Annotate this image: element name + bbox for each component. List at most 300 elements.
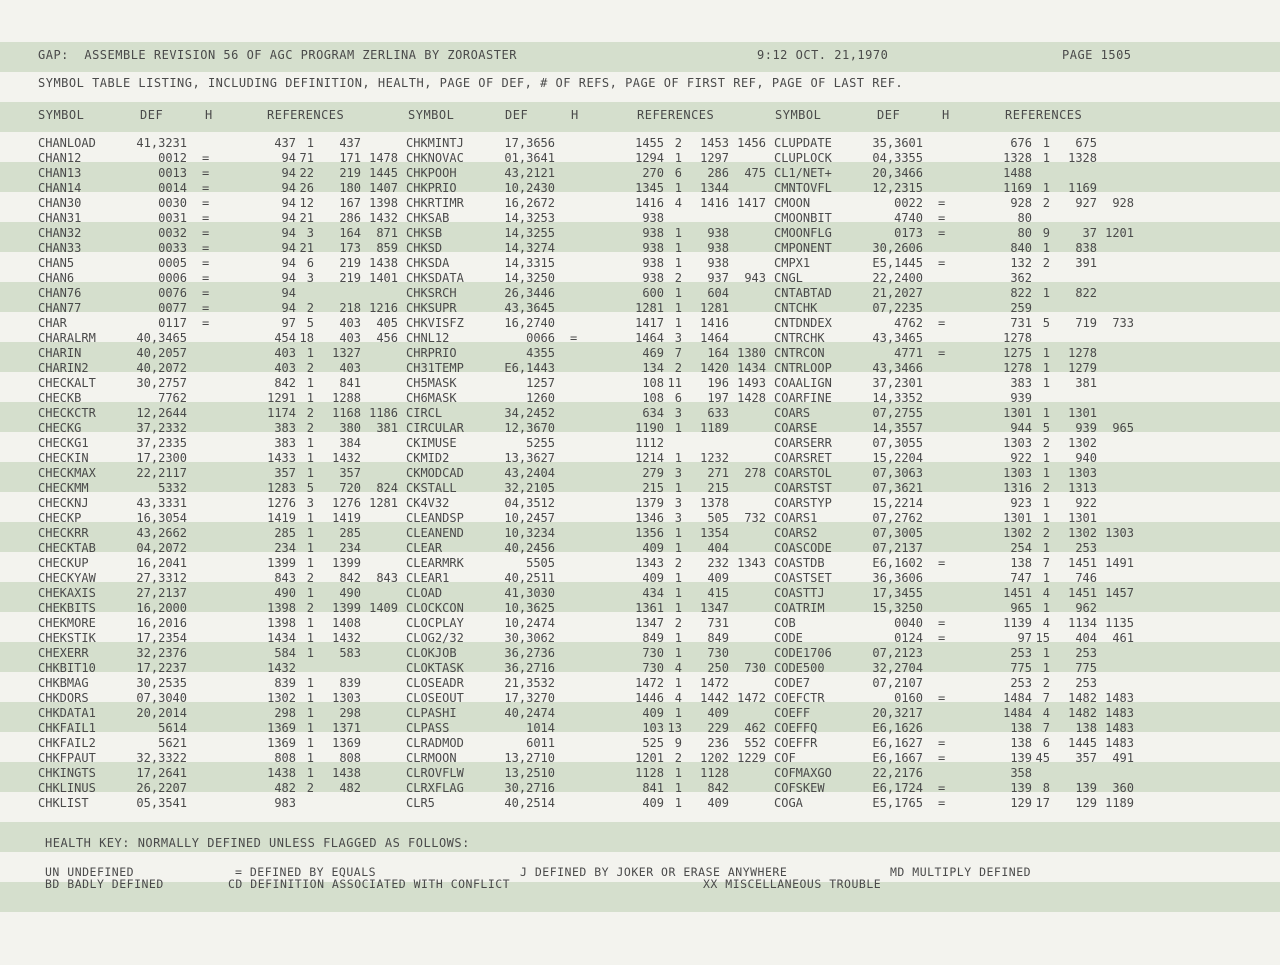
ref-count-cell: 6 bbox=[674, 391, 682, 405]
def-cell: 5255 bbox=[526, 436, 555, 450]
col-header-def: DEF bbox=[140, 108, 164, 122]
ref-count-cell: 1 bbox=[306, 646, 314, 660]
first-ref-cell: 253 bbox=[1075, 676, 1097, 690]
def-page-cell: 1112 bbox=[635, 436, 664, 450]
ref-count-cell: 1 bbox=[674, 241, 682, 255]
symbol-cell: CHECKIN bbox=[38, 451, 89, 465]
def-cell: 1014 bbox=[526, 721, 555, 735]
def-cell: 37,2301 bbox=[872, 376, 923, 390]
symbol-cell: CMOONFLG bbox=[774, 226, 832, 240]
def-cell: 41,3030 bbox=[504, 586, 555, 600]
def-cell: 05,3541 bbox=[136, 796, 187, 810]
ref-count-cell: 2 bbox=[1042, 256, 1050, 270]
table-row bbox=[406, 631, 776, 646]
def-page-cell: 1343 bbox=[635, 556, 664, 570]
table-row bbox=[406, 316, 776, 331]
symbol-cell: CLOAD bbox=[406, 586, 443, 600]
first-ref-cell: 1303 bbox=[1068, 466, 1097, 480]
table-row bbox=[38, 151, 408, 166]
def-cell: 04,3355 bbox=[872, 151, 923, 165]
last-ref-cell: 1417 bbox=[737, 196, 766, 210]
def-page-cell: 259 bbox=[1010, 301, 1032, 315]
table-row bbox=[406, 361, 776, 376]
symbol-cell: CLEANEND bbox=[406, 526, 464, 540]
table-row bbox=[38, 466, 408, 481]
def-cell: 5332 bbox=[158, 481, 187, 495]
ref-count-cell: 21 bbox=[299, 241, 314, 255]
table-row bbox=[406, 691, 776, 706]
def-page-cell: 1433 bbox=[267, 451, 296, 465]
table-row bbox=[38, 301, 408, 316]
table-row bbox=[774, 316, 1144, 331]
symbol-cell: CK4V32 bbox=[406, 496, 450, 510]
ref-count-cell: 1 bbox=[674, 676, 682, 690]
first-ref-cell: 253 bbox=[1075, 646, 1097, 660]
def-cell: 4740 bbox=[894, 211, 923, 225]
table-row bbox=[38, 196, 408, 211]
ref-count-cell: 4 bbox=[1042, 586, 1050, 600]
symbol-cell: CHAN14 bbox=[38, 181, 82, 195]
symbol-cell: CLOG2/32 bbox=[406, 631, 464, 645]
col-header-references: REFERENCES bbox=[1005, 108, 1083, 122]
listing-title: GAP: ASSEMBLE REVISION 56 OF AGC PROGRAM ZERLINA BY ZOROASTER bbox=[38, 48, 517, 62]
last-ref-cell: 462 bbox=[744, 721, 766, 735]
def-page-cell: 1276 bbox=[267, 496, 296, 510]
first-ref-cell: 1408 bbox=[332, 616, 361, 630]
def-cell: 10,2457 bbox=[504, 511, 555, 525]
ref-count-cell: 2 bbox=[674, 136, 682, 150]
def-cell: 43,2404 bbox=[504, 466, 555, 480]
def-cell: 07,3040 bbox=[136, 691, 187, 705]
def-page-cell: 94 bbox=[281, 301, 296, 315]
def-page-cell: 731 bbox=[1010, 316, 1032, 330]
table-row bbox=[406, 196, 776, 211]
symbol-cell: CLROVFLW bbox=[406, 766, 464, 780]
ref-count-cell: 1 bbox=[674, 766, 682, 780]
table-row bbox=[406, 766, 776, 781]
symbol-cell: CMPX1 bbox=[774, 256, 811, 270]
first-ref-cell: 1369 bbox=[332, 736, 361, 750]
symbol-cell: COARSTOL bbox=[774, 466, 832, 480]
first-ref-cell: 218 bbox=[339, 301, 361, 315]
last-ref-cell: 1409 bbox=[369, 601, 398, 615]
table-row bbox=[406, 586, 776, 601]
first-ref-cell: 746 bbox=[1075, 571, 1097, 585]
def-page-cell: 403 bbox=[274, 361, 296, 375]
symbol-cell: CHECKRR bbox=[38, 526, 89, 540]
last-ref-cell: 928 bbox=[1112, 196, 1134, 210]
def-page-cell: 1379 bbox=[635, 496, 664, 510]
first-ref-cell: 1464 bbox=[700, 331, 729, 345]
symbol-cell: CNTABTAD bbox=[774, 286, 832, 300]
table-row bbox=[774, 391, 1144, 406]
ref-count-cell: 1 bbox=[674, 631, 682, 645]
def-page-cell: 357 bbox=[274, 466, 296, 480]
first-ref-cell: 380 bbox=[339, 421, 361, 435]
def-cell: E6,1724 bbox=[872, 781, 923, 795]
table-row bbox=[406, 241, 776, 256]
table-row bbox=[406, 511, 776, 526]
first-ref-cell: 415 bbox=[707, 586, 729, 600]
symbol-cell: CLOSEADR bbox=[406, 676, 464, 690]
first-ref-cell: 938 bbox=[707, 256, 729, 270]
symbol-cell: COFMAXGO bbox=[774, 766, 832, 780]
first-ref-cell: 1420 bbox=[700, 361, 729, 375]
table-row bbox=[38, 181, 408, 196]
col-header-def: DEF bbox=[877, 108, 901, 122]
table-row bbox=[774, 556, 1144, 571]
symbol-cell: COF bbox=[774, 751, 796, 765]
def-page-cell: 138 bbox=[1010, 556, 1032, 570]
first-ref-cell: 1371 bbox=[332, 721, 361, 735]
symbol-cell: CHNL12 bbox=[406, 331, 450, 345]
ref-count-cell: 1 bbox=[674, 586, 682, 600]
def-cell: 37,2332 bbox=[136, 421, 187, 435]
def-page-cell: 1275 bbox=[1003, 346, 1032, 360]
symbol-cell: CHEKBITS bbox=[38, 601, 96, 615]
symbol-cell: CHKINGTS bbox=[38, 766, 96, 780]
def-cell: 13,2510 bbox=[504, 766, 555, 780]
ref-count-cell: 1 bbox=[674, 301, 682, 315]
table-row bbox=[406, 571, 776, 586]
ref-count-cell: 1 bbox=[674, 481, 682, 495]
ref-count-cell: 1 bbox=[1042, 646, 1050, 660]
health-key-undefined: UN UNDEFINED bbox=[45, 865, 135, 879]
def-cell: 07,2107 bbox=[872, 676, 923, 690]
def-page-cell: 1398 bbox=[267, 616, 296, 630]
def-cell: 6011 bbox=[526, 736, 555, 750]
ref-count-cell: 7 bbox=[1042, 556, 1050, 570]
table-row bbox=[38, 661, 408, 676]
def-page-cell: 1434 bbox=[267, 631, 296, 645]
health-cell: = bbox=[202, 316, 210, 330]
ref-count-cell: 5 bbox=[1042, 421, 1050, 435]
symbol-cell: CLRADMOD bbox=[406, 736, 464, 750]
first-ref-cell: 633 bbox=[707, 406, 729, 420]
def-cell: 16,2000 bbox=[136, 601, 187, 615]
def-cell: 27,3312 bbox=[136, 571, 187, 585]
table-row bbox=[38, 721, 408, 736]
def-cell: 36,3606 bbox=[872, 571, 923, 585]
first-ref-cell: 938 bbox=[707, 226, 729, 240]
ref-count-cell: 5 bbox=[306, 481, 314, 495]
def-page-cell: 1417 bbox=[635, 316, 664, 330]
health-cell: = bbox=[570, 331, 578, 345]
col-header-symbol: SYMBOL bbox=[775, 108, 822, 122]
def-cell: 40,3465 bbox=[136, 331, 187, 345]
health-cell: = bbox=[938, 256, 946, 270]
first-ref-cell: 1482 bbox=[1068, 691, 1097, 705]
first-ref-cell: 384 bbox=[339, 436, 361, 450]
ref-count-cell: 18 bbox=[299, 331, 314, 345]
last-ref-cell: 278 bbox=[744, 466, 766, 480]
def-cell: 13,3627 bbox=[504, 451, 555, 465]
ref-count-cell: 1 bbox=[674, 706, 682, 720]
def-page-cell: 1488 bbox=[1003, 166, 1032, 180]
def-cell: 07,2235 bbox=[872, 301, 923, 315]
def-page-cell: 138 bbox=[1010, 736, 1032, 750]
symbol-cell: COARFINE bbox=[774, 391, 832, 405]
def-page-cell: 1281 bbox=[635, 301, 664, 315]
last-ref-cell: 1216 bbox=[369, 301, 398, 315]
health-cell: = bbox=[202, 271, 210, 285]
table-row bbox=[38, 421, 408, 436]
def-cell: 43,2121 bbox=[504, 166, 555, 180]
ref-count-cell: 4 bbox=[674, 691, 682, 705]
table-row bbox=[774, 166, 1144, 181]
def-cell: 17,2641 bbox=[136, 766, 187, 780]
symbol-cell: CH5MASK bbox=[406, 376, 457, 390]
def-page-cell: 843 bbox=[274, 571, 296, 585]
last-ref-cell: 405 bbox=[376, 316, 398, 330]
first-ref-cell: 940 bbox=[1075, 451, 1097, 465]
table-row bbox=[774, 571, 1144, 586]
symbol-cell: COB bbox=[774, 616, 796, 630]
first-ref-cell: 409 bbox=[707, 706, 729, 720]
first-ref-cell: 129 bbox=[1075, 796, 1097, 810]
table-row bbox=[774, 646, 1144, 661]
first-ref-cell: 1451 bbox=[1068, 556, 1097, 570]
symbol-cell: CHECKMAX bbox=[38, 466, 96, 480]
table-row bbox=[38, 556, 408, 571]
table-row bbox=[38, 286, 408, 301]
first-ref-cell: 1445 bbox=[1068, 736, 1097, 750]
first-ref-cell: 927 bbox=[1075, 196, 1097, 210]
first-ref-cell: 808 bbox=[339, 751, 361, 765]
def-cell: 30,2757 bbox=[136, 376, 187, 390]
def-page-cell: 129 bbox=[1010, 796, 1032, 810]
symbol-cell: COEFCTR bbox=[774, 691, 825, 705]
ref-count-cell: 1 bbox=[674, 451, 682, 465]
first-ref-cell: 1232 bbox=[700, 451, 729, 465]
table-row bbox=[406, 151, 776, 166]
symbol-cell: CHECKG bbox=[38, 421, 82, 435]
def-page-cell: 403 bbox=[274, 346, 296, 360]
ref-count-cell: 5 bbox=[1042, 316, 1050, 330]
first-ref-cell: 357 bbox=[1075, 751, 1097, 765]
symbol-cell: CHAN76 bbox=[38, 286, 82, 300]
def-page-cell: 138 bbox=[1010, 721, 1032, 735]
first-ref-cell: 219 bbox=[339, 271, 361, 285]
table-row bbox=[774, 496, 1144, 511]
symbol-cell: CKIMUSE bbox=[406, 436, 457, 450]
ref-count-cell: 2 bbox=[1042, 196, 1050, 210]
last-ref-cell: 1407 bbox=[369, 181, 398, 195]
def-cell: 30,3062 bbox=[504, 631, 555, 645]
def-page-cell: 234 bbox=[274, 541, 296, 555]
first-ref-cell: 842 bbox=[707, 781, 729, 795]
first-ref-cell: 236 bbox=[707, 736, 729, 750]
page-number: PAGE 1505 bbox=[1062, 48, 1132, 62]
def-page-cell: 94 bbox=[281, 196, 296, 210]
health-cell: = bbox=[202, 196, 210, 210]
ref-count-cell: 1 bbox=[306, 136, 314, 150]
table-row bbox=[38, 316, 408, 331]
first-ref-cell: 1281 bbox=[700, 301, 729, 315]
ref-count-cell: 12 bbox=[299, 196, 314, 210]
table-row bbox=[406, 406, 776, 421]
table-row bbox=[38, 616, 408, 631]
first-ref-cell: 1202 bbox=[700, 751, 729, 765]
def-cell: 43,3466 bbox=[872, 361, 923, 375]
last-ref-cell: 475 bbox=[744, 166, 766, 180]
symbol-cell: CH31TEMP bbox=[406, 361, 464, 375]
ref-count-cell: 45 bbox=[1035, 751, 1050, 765]
symbol-cell: CHKSB bbox=[406, 226, 443, 240]
def-page-cell: 409 bbox=[642, 571, 664, 585]
symbol-cell: COARSRET bbox=[774, 451, 832, 465]
def-cell: 0173 bbox=[894, 226, 923, 240]
symbol-cell: CLOKJOB bbox=[406, 646, 457, 660]
def-cell: 13,2710 bbox=[504, 751, 555, 765]
table-row bbox=[406, 136, 776, 151]
last-ref-cell: 552 bbox=[744, 736, 766, 750]
def-cell: 17,3455 bbox=[872, 586, 923, 600]
def-cell: 43,3465 bbox=[872, 331, 923, 345]
def-cell: 4355 bbox=[526, 346, 555, 360]
def-page-cell: 983 bbox=[274, 796, 296, 810]
def-cell: 35,3601 bbox=[872, 136, 923, 150]
ref-count-cell: 1 bbox=[1042, 241, 1050, 255]
health-cell: = bbox=[938, 691, 946, 705]
symbol-cell: COARS1 bbox=[774, 511, 818, 525]
table-row bbox=[38, 511, 408, 526]
symbol-cell: CHAR bbox=[38, 316, 67, 330]
symbol-cell: CHAN32 bbox=[38, 226, 82, 240]
symbol-cell: CHEKMORE bbox=[38, 616, 96, 630]
table-row bbox=[38, 766, 408, 781]
table-row bbox=[774, 436, 1144, 451]
last-ref-cell: 461 bbox=[1112, 631, 1134, 645]
def-page-cell: 482 bbox=[274, 781, 296, 795]
first-ref-cell: 286 bbox=[707, 166, 729, 180]
ref-count-cell: 1 bbox=[674, 256, 682, 270]
def-page-cell: 108 bbox=[642, 391, 664, 405]
def-page-cell: 270 bbox=[642, 166, 664, 180]
table-row bbox=[406, 211, 776, 226]
table-row bbox=[38, 346, 408, 361]
ref-count-cell: 2 bbox=[674, 556, 682, 570]
def-page-cell: 1302 bbox=[1003, 526, 1032, 540]
def-cell: 32,2704 bbox=[872, 661, 923, 675]
last-ref-cell: 491 bbox=[1112, 751, 1134, 765]
first-ref-cell: 1134 bbox=[1068, 616, 1097, 630]
def-page-cell: 383 bbox=[274, 421, 296, 435]
symbol-cell: CHECKCTR bbox=[38, 406, 96, 420]
first-ref-cell: 1313 bbox=[1068, 481, 1097, 495]
table-row bbox=[38, 226, 408, 241]
first-ref-cell: 938 bbox=[707, 241, 729, 255]
def-page-cell: 1278 bbox=[1003, 331, 1032, 345]
symbol-cell: CLEANDSP bbox=[406, 511, 464, 525]
def-cell: 22,2176 bbox=[872, 766, 923, 780]
def-cell: 07,3621 bbox=[872, 481, 923, 495]
def-cell: 01,3641 bbox=[504, 151, 555, 165]
health-cell: = bbox=[938, 781, 946, 795]
first-ref-cell: 1354 bbox=[700, 526, 729, 540]
def-cell: 12,2644 bbox=[136, 406, 187, 420]
first-ref-cell: 234 bbox=[339, 541, 361, 555]
table-row bbox=[774, 136, 1144, 151]
first-ref-cell: 1347 bbox=[700, 601, 729, 615]
def-cell: E6,1627 bbox=[872, 736, 923, 750]
first-ref-cell: 357 bbox=[339, 466, 361, 480]
symbol-cell: COASCODE bbox=[774, 541, 832, 555]
first-ref-cell: 409 bbox=[707, 571, 729, 585]
first-ref-cell: 490 bbox=[339, 586, 361, 600]
table-row bbox=[774, 676, 1144, 691]
table-row bbox=[38, 526, 408, 541]
table-row bbox=[406, 661, 776, 676]
ref-count-cell: 1 bbox=[306, 376, 314, 390]
first-ref-cell: 197 bbox=[707, 391, 729, 405]
def-cell: 40,2474 bbox=[504, 706, 555, 720]
table-row bbox=[406, 376, 776, 391]
first-ref-cell: 1301 bbox=[1068, 511, 1097, 525]
ref-count-cell: 1 bbox=[674, 571, 682, 585]
table-row bbox=[38, 541, 408, 556]
ref-count-cell: 1 bbox=[306, 721, 314, 735]
symbol-cell: CHKDATA1 bbox=[38, 706, 96, 720]
symbol-cell: CNTRCHK bbox=[774, 331, 825, 345]
symbol-cell: CHKLINUS bbox=[38, 781, 96, 795]
table-row bbox=[774, 661, 1144, 676]
symbol-cell: CHECKNJ bbox=[38, 496, 89, 510]
first-ref-cell: 409 bbox=[707, 796, 729, 810]
ref-count-cell: 4 bbox=[1042, 706, 1050, 720]
def-cell: 20,3217 bbox=[872, 706, 923, 720]
col-header-symbol: SYMBOL bbox=[408, 108, 455, 122]
symbol-cell: CHECKMM bbox=[38, 481, 89, 495]
symbol-cell: CLPASHI bbox=[406, 706, 457, 720]
health-cell: = bbox=[202, 241, 210, 255]
ref-count-cell: 2 bbox=[306, 361, 314, 375]
health-cell: = bbox=[938, 796, 946, 810]
def-page-cell: 94 bbox=[281, 166, 296, 180]
first-ref-cell: 437 bbox=[339, 136, 361, 150]
health-key-conflict: CD DEFINITION ASSOCIATED WITH CONFLICT bbox=[228, 877, 511, 891]
def-page-cell: 103 bbox=[642, 721, 664, 735]
first-ref-cell: 232 bbox=[707, 556, 729, 570]
ref-count-cell: 2 bbox=[306, 421, 314, 435]
def-cell: 15,2214 bbox=[872, 496, 923, 510]
def-cell: 43,3645 bbox=[504, 301, 555, 315]
symbol-cell: CODE7 bbox=[774, 676, 811, 690]
first-ref-cell: 1302 bbox=[1068, 526, 1097, 540]
table-row bbox=[774, 511, 1144, 526]
table-row bbox=[406, 421, 776, 436]
def-page-cell: 1301 bbox=[1003, 406, 1032, 420]
first-ref-cell: 583 bbox=[339, 646, 361, 660]
health-cell: = bbox=[938, 226, 946, 240]
last-ref-cell: 1456 bbox=[737, 136, 766, 150]
health-key-title: HEALTH KEY: NORMALLY DEFINED UNLESS FLAGGED AS FOLLOWS: bbox=[45, 836, 470, 850]
ref-count-cell: 1 bbox=[674, 601, 682, 615]
first-ref-cell: 285 bbox=[339, 526, 361, 540]
first-ref-cell: 1328 bbox=[1068, 151, 1097, 165]
table-row bbox=[774, 361, 1144, 376]
first-ref-cell: 403 bbox=[339, 331, 361, 345]
ref-count-cell: 8 bbox=[1042, 781, 1050, 795]
first-ref-cell: 1399 bbox=[332, 556, 361, 570]
def-page-cell: 1169 bbox=[1003, 181, 1032, 195]
ref-count-cell: 2 bbox=[674, 271, 682, 285]
ref-count-cell: 1 bbox=[306, 766, 314, 780]
symbol-cell: CHECKUP bbox=[38, 556, 89, 570]
table-row bbox=[38, 166, 408, 181]
def-page-cell: 840 bbox=[1010, 241, 1032, 255]
last-ref-cell: 1472 bbox=[737, 691, 766, 705]
